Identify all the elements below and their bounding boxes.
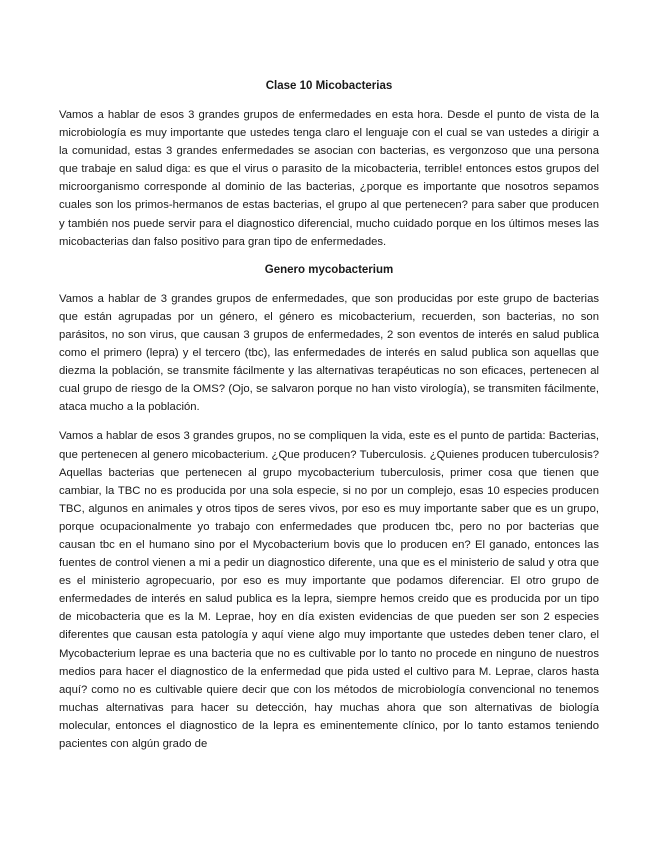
section-paragraph-1: Vamos a hablar de 3 grandes grupos de enfermedades, que son producidas por este grupo de bacterias que están agrupadas por un género, el género es micobacterium, recuerden, son bacterias, no son parásitos, no son virus, que causan 3 grupos de enfermedades, 2 son eventos de interés en salud publica como el primero (lepra) y el tercero (tbc), las enfermedades de interés en salud publica son aquellas que diezma la población, se transmite fácilmente y las alternativas terapéuticas no son eficaces, pertenecen al cual grupo de riesgo de la OMS? (Ojo, se salvaron porque no han visto virología), se transmiten fácilmente, ataca mucho a la población. — [59, 292, 599, 414]
section-paragraph-2: Vamos a hablar de esos 3 grandes grupos, no se compliquen la vida, este es el punto de partida: Bacterias, que pertenecen al genero micobacterium. ¿Que producen? Tuberculosis. ¿Quienes producen tuberculosis? Aquellas bacterias que pertenecen al grupo mycobacterium tuberculosis, primer cosa que tienen que cambiar, la TBC no es producida por una sola especie, si no por un complejo, esas 10 especies producen TBC, algunos en animales y otros tipos de seres vivos, por eso es muy importante saber que es un grupo, porque ocupacionalmente yo trabajo con enfermedades que producen tbc, pero no por bacterias que causan tbc en el humano sino por el Mycobacterium bovis que lo producen en? El ganado, entonces las fuentes de control vienen a mi a pedir un diagnostico diferente, una que es el ministerio de salud y otra que es el ministerio agropecuario, por eso es muy importante que podamos diferenciar. El otro grupo de enfermedades de interés en salud publica es la lepra, siempre hemos creido que es producida por un tipo de micobacteria que es la M. Leprae, hoy en día existen evidencias de que pueden ser son 2 especies diferentes que causan esta patología y aquí viene algo muy importante que ustedes deben tener claro, el Mycobacterium leprae es una bacteria que no es cultivable por lo tanto no procede en ninguno de nuestros medios para hacer el diagnostico de la enfermedad que pida usted el cultivo para M. Leprae, claros hasta aquí? como no es cultivable quiere decir que con los métodos de microbiología convencional no tenemos muchas alternativas para hacer su detección, hay muchas ahora que son alternativas de biología molecular, entonces el diagnostico de la lepra es eminentemente clínico, por lo tanto estamos teniendo pacientes con algún grado de — [59, 430, 599, 750]
document-title: Clase 10 Micobacterias — [265, 80, 393, 92]
intro-paragraph: Vamos a hablar de esos 3 grandes grupos de enfermedades en esta hora. Desde el punto de vista de la microbiología es muy importante que ustedes tenga claro el lenguaje con el cual se van ustedes a dirigir a la comunidad, estas 3 grandes enfermedades se asocian con bacterias, es vergonzoso que una persona que trabaje en salud diga: es que el virus o parasito de la micobacteria, terrible! entonces estos grupos del microorganismo corresponde al dominio de las bacterias, ¿porque es importante que nosotros sepamos cuales son los primos-hermanos de estas bacterias, el grupo al que pertenecen? para saber que producen y también nos puede servir para el diagnostico diferencial, mucho cuidado porque en los últimos meses las micobacterias dan falso positivo para gran tipo de enfermedades. — [59, 109, 599, 248]
section-heading: Genero mycobacterium — [264, 263, 394, 276]
